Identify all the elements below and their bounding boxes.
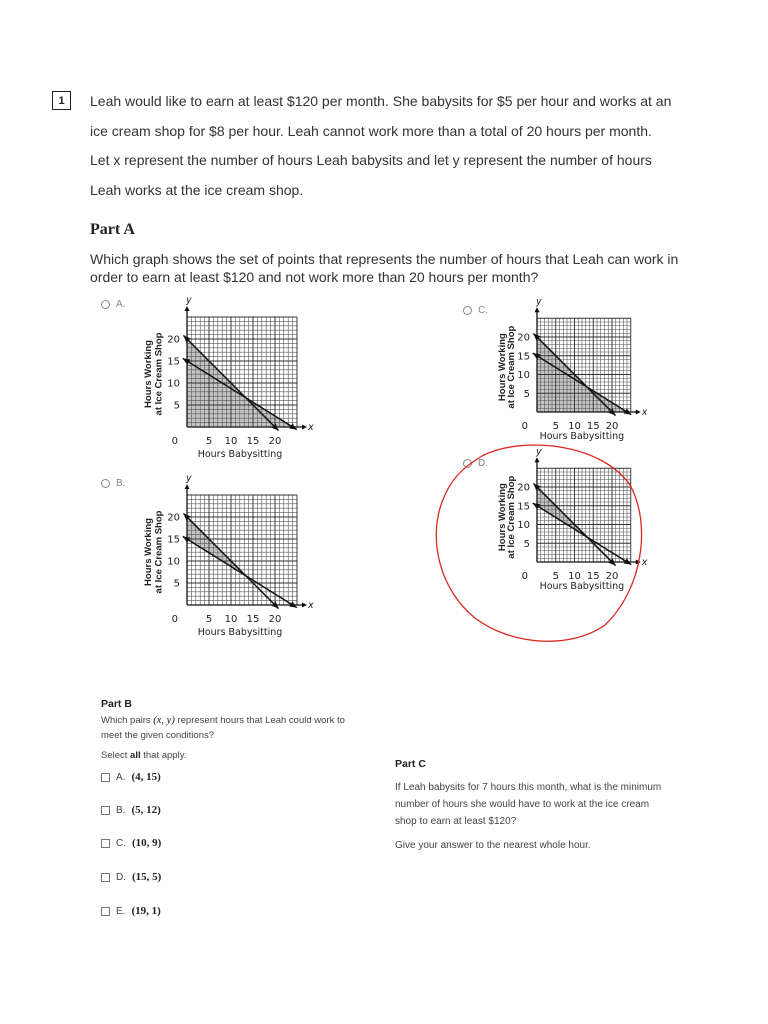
part-a-question: Which graph shows the set of points that represents the number of hours that Leah can work in order to earn at least $120 and not work more than 20 hours per month?: [90, 251, 679, 285]
y-axis-title: [497, 325, 517, 408]
radio-icon[interactable]: [101, 300, 110, 309]
x-tick-label: 20: [605, 421, 619, 432]
y-tick-label: 15: [517, 351, 530, 363]
part-c-title: Part C: [395, 758, 426, 770]
y-tick-label: 15: [517, 501, 530, 513]
x-tick-label: 5: [205, 436, 213, 447]
y-axis-title-line-2: at Ice Cream Shop: [506, 475, 517, 559]
radio-icon[interactable]: [101, 479, 110, 488]
y-axis-arrow-icon: [185, 484, 190, 489]
option-d-label: D.: [478, 458, 488, 469]
y-tick-label: 20: [167, 334, 180, 346]
y-axis-title-line-1: Hours Working: [143, 340, 154, 408]
option-a-label: A.: [116, 299, 126, 310]
y-tick-label: 5: [173, 578, 180, 590]
part-c-line-1: If Leah babysits for 7 hours this month, what is the minimum: [395, 782, 662, 793]
x-axis-arrow-icon: [636, 410, 641, 415]
x-tick-label: 5: [552, 571, 559, 582]
checkbox-icon[interactable]: [101, 773, 110, 782]
option-c-label: C.: [478, 305, 488, 316]
x-axis-letter: x: [308, 600, 314, 611]
graph-option-c: [490, 296, 650, 445]
x-tick-label: 20: [268, 614, 282, 625]
origin-label: 0: [521, 421, 528, 432]
y-axis-letter: y: [186, 473, 192, 484]
option-c[interactable]: [463, 305, 488, 316]
checkbox-icon[interactable]: [101, 873, 110, 882]
y-axis-title: [143, 332, 165, 415]
origin-label: 0: [521, 571, 528, 582]
y-tick-label: 15: [167, 356, 180, 368]
y-tick-label: 20: [517, 332, 530, 344]
y-axis-letter: y: [186, 295, 192, 306]
y-tick-label: 5: [523, 388, 530, 400]
part-b-select-note: Select all that apply.: [101, 750, 187, 761]
y-tick-label: 10: [167, 556, 180, 568]
y-axis-title-line-2: at Ice Cream Shop: [153, 332, 165, 416]
option-a[interactable]: [101, 299, 125, 310]
x-tick-label: 15: [586, 571, 600, 582]
y-axis-letter: y: [536, 296, 542, 308]
question-number: 1: [52, 91, 71, 110]
x-tick-label: 20: [605, 571, 619, 582]
question-line-1: Leah would like to earn at least $120 per month. She babysits for $5 per hour and works at an: [90, 93, 672, 109]
part-c-line-3: shop to earn at least $120?: [395, 816, 517, 827]
part-b-prompt-line2: meet the given conditions?: [101, 730, 215, 741]
x-axis-letter: x: [308, 422, 314, 433]
part-b-title: Part B: [101, 698, 132, 710]
y-axis-title: [143, 510, 165, 593]
y-tick-label: 10: [517, 370, 530, 381]
part-c-line-2: number of hours she would have to work at the ice cream: [395, 799, 650, 810]
x-tick-label: 20: [268, 436, 282, 447]
y-tick-label: 10: [167, 378, 180, 390]
y-tick-label: 15: [167, 534, 180, 546]
x-axis-title: Hours Babysitting: [197, 627, 283, 638]
origin-label: 0: [171, 436, 178, 447]
part-b-option-e[interactable]: E. (19, 1): [101, 905, 161, 917]
y-axis-title-line-1: Hours Working: [143, 518, 154, 586]
checkbox-icon[interactable]: [101, 839, 110, 848]
y-tick-label: 20: [517, 482, 530, 494]
checkbox-icon[interactable]: [101, 907, 110, 916]
option-b[interactable]: [101, 478, 125, 489]
x-tick-label: 10: [224, 436, 238, 447]
x-axis-title: Hours Babysitting: [539, 431, 625, 442]
part-b-option-c[interactable]: C. (10, 9): [101, 837, 161, 849]
x-tick-label: 15: [246, 436, 260, 447]
part-b-prompt: Which pairs (x, y) represent hours that Leah could work to: [101, 715, 345, 726]
origin-label: 0: [171, 614, 178, 625]
part-c-instruction: Give your answer to the nearest whole hour.: [395, 840, 591, 851]
answer-circle-annotation: [430, 440, 650, 645]
radio-icon[interactable]: [463, 306, 472, 315]
x-axis-arrow-icon: [302, 603, 307, 608]
question-line-3: Let x represent the number of hours Leah babysits and let y represent the number of hours: [90, 152, 652, 168]
y-axis-title-line-1: Hours Working: [497, 483, 508, 552]
x-tick-label: 10: [568, 571, 581, 582]
y-axis-title-line-2: at Ice Cream Shop: [153, 510, 165, 594]
y-axis-title-line-2: at Ice Cream Shop: [506, 325, 517, 409]
x-tick-label: 10: [568, 421, 581, 432]
y-tick-label: 5: [523, 538, 530, 550]
question-line-4: Leah works at the ice cream shop.: [90, 182, 304, 198]
x-tick-label: 10: [224, 614, 238, 625]
graph-option-b: [135, 473, 315, 638]
y-tick-label: 10: [517, 520, 530, 531]
y-axis-arrow-icon: [535, 307, 540, 312]
part-b-option-a[interactable]: A. (4, 15): [101, 771, 161, 783]
x-axis-letter: x: [641, 557, 648, 568]
x-axis-title: Hours Babysitting: [197, 449, 283, 460]
question-line-2: ice cream shop for $8 per hour. Leah cannot work more than a total of 20 hours per month.: [90, 123, 652, 139]
x-tick-label: 5: [552, 421, 559, 432]
part-b-option-b[interactable]: B. (5, 12): [101, 804, 161, 816]
x-tick-label: 5: [205, 614, 213, 625]
x-tick-label: 15: [586, 421, 600, 432]
y-axis-title-line-1: Hours Working: [497, 333, 508, 402]
x-axis-title: Hours Babysitting: [539, 581, 625, 592]
graph-option-a: [135, 295, 315, 460]
y-tick-label: 5: [173, 400, 180, 412]
x-axis-letter: x: [641, 407, 648, 418]
y-axis-letter: y: [536, 446, 542, 458]
x-tick-label: 15: [246, 614, 260, 625]
x-axis-arrow-icon: [302, 425, 307, 430]
part-b-option-d[interactable]: D. (15, 5): [101, 871, 161, 883]
part-a-title: Part A: [90, 221, 135, 238]
option-b-label: B.: [116, 478, 126, 489]
y-axis-arrow-icon: [185, 306, 190, 311]
y-tick-label: 20: [167, 512, 180, 524]
checkbox-icon[interactable]: [101, 806, 110, 815]
